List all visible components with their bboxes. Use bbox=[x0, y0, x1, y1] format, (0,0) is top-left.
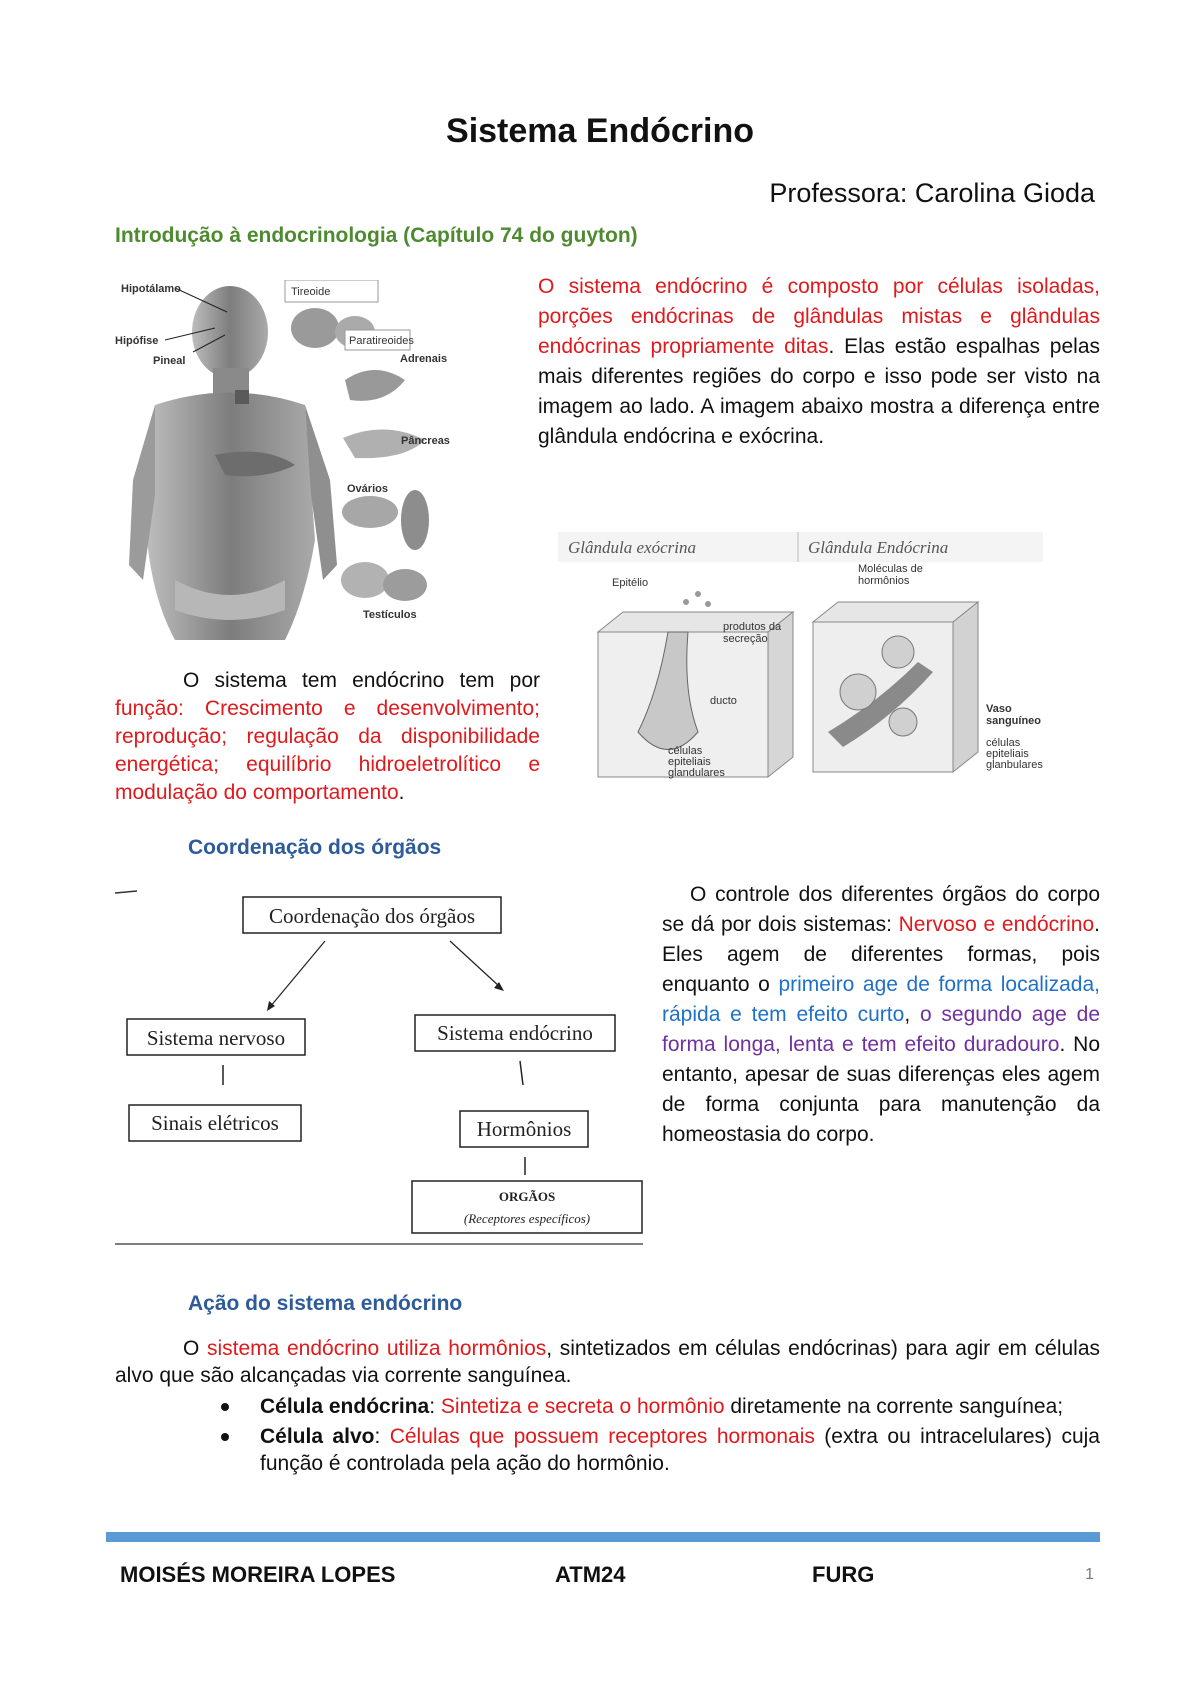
label-ducto: ducto bbox=[710, 695, 737, 707]
label-tireoide: Tireoide bbox=[291, 286, 331, 298]
footer-institution: FURG bbox=[812, 1562, 875, 1587]
bullet-colon: : bbox=[429, 1395, 441, 1418]
label-celulas-end-2: epiteliais bbox=[986, 748, 1029, 760]
list-item bbox=[115, 1393, 1100, 1420]
cell-bullet-list bbox=[115, 1393, 1100, 1477]
footer-author: MOISÉS MOREIRA LOPES bbox=[120, 1562, 396, 1587]
function-red-text: função: Crescimento e desenvolvimento; reprodução; regulação da disponibilidade energética; equilíbrio hidroeletrolítico e modulação do comportamento bbox=[115, 697, 540, 804]
footer-divider bbox=[106, 1532, 1100, 1542]
intro-heading: Introdução à endocrinologia (Capítulo 74 do guyton) bbox=[115, 224, 638, 247]
bullet-red-text: Sintetiza e secreta o hormônio bbox=[440, 1395, 725, 1418]
diagram-sinais-box: Sinais elétricos bbox=[151, 1111, 279, 1135]
diagram-receptores-label: (Receptores específicos) bbox=[463, 1211, 591, 1226]
endocrine-header: Glândula Endócrina bbox=[808, 538, 949, 557]
body-head-shape bbox=[192, 286, 268, 378]
acao-heading: Ação do sistema endócrino bbox=[188, 1292, 463, 1315]
label-celulas-epit-2: epiteliais bbox=[668, 756, 711, 768]
label-celulas-epit-1: células bbox=[668, 745, 703, 757]
list-item bbox=[115, 1423, 1100, 1477]
page-number: 1 bbox=[1085, 1566, 1094, 1583]
label-produtos-1: produtos da bbox=[723, 621, 782, 633]
label-pancreas: Pâncreas bbox=[401, 435, 450, 447]
diagram-orgaos-label: ORGÃOS bbox=[498, 1189, 556, 1204]
label-celulas-end-3: glanbulares bbox=[986, 759, 1043, 771]
label-testiculos: Testículos bbox=[363, 609, 417, 621]
bullet-rest-text: diretamente na corrente sanguínea; bbox=[724, 1395, 1064, 1418]
intro-paragraph bbox=[538, 272, 1100, 452]
acao-paragraph bbox=[115, 1335, 1100, 1389]
label-moleculas-1: Moléculas de bbox=[858, 563, 923, 575]
exocrine-header: Glândula exócrina bbox=[568, 538, 696, 557]
coordination-diagram bbox=[115, 885, 645, 1245]
label-vaso-1: Vaso bbox=[986, 703, 1012, 715]
professor-name: Professora: Carolina Gioda bbox=[769, 178, 1095, 208]
acao-red-text: sistema endócrino utiliza hormônios bbox=[206, 1337, 547, 1360]
bullet-term: Célula alvo bbox=[260, 1425, 375, 1448]
control-text-3: , bbox=[904, 1003, 920, 1026]
bullet-red-text: Células que possuem receptores hormonais bbox=[389, 1425, 815, 1448]
control-text-4: . No entanto, apesar de suas diferenças eles agem de forma conjunta para manutenção da homeostasia do corpo. bbox=[662, 1033, 1101, 1146]
control-text-2: . Eles agem de diferentes formas, pois enquanto o bbox=[662, 913, 1100, 996]
control-text-1: O controle dos diferentes órgãos do corpo se dá por dois sistemas: bbox=[662, 883, 1100, 936]
intro-red-text: O sistema endócrino é composto por células isoladas, porções endócrinas de glândulas mistas e glândulas endócrinas propriamente ditas bbox=[538, 275, 1100, 358]
label-adrenais: Adrenais bbox=[400, 353, 448, 365]
coord-heading: Coordenação dos órgãos bbox=[188, 836, 442, 859]
bullet-colon: : bbox=[374, 1425, 390, 1448]
label-moleculas-2: hormônios bbox=[858, 575, 910, 587]
label-paratireoides: Paratireoides bbox=[349, 335, 414, 347]
control-paragraph bbox=[662, 880, 1100, 1150]
bullet-icon bbox=[221, 1403, 229, 1411]
function-end-text: . bbox=[398, 781, 405, 804]
label-pineal: Pineal bbox=[153, 355, 186, 367]
label-vaso-2: sanguíneo bbox=[986, 715, 1042, 727]
intro-rest-text: . Elas estão espalhas pelas mais diferentes regiões do corpo e isso pode ser visto na imagem ao lado. A imagem abaixo mostra a diferença entre glândula endócrina e exócrina. bbox=[538, 335, 1100, 448]
label-celulas-end-1: células bbox=[986, 737, 1021, 749]
footer-class: ATM24 bbox=[555, 1562, 626, 1587]
label-hipotalamo: Hipotálamo bbox=[121, 283, 181, 295]
bullet-icon bbox=[221, 1433, 229, 1441]
diagram-hormonios-box: Hormônios bbox=[476, 1117, 572, 1141]
label-epitelio: Epitélio bbox=[612, 577, 649, 589]
diagram-nervoso-box: Sistema nervoso bbox=[146, 1026, 286, 1050]
acao-text-2: , sintetizados em células endócrinas) para agir em células alvo que são alcançadas via corrente sanguínea. bbox=[115, 1337, 1101, 1387]
gland-comparison-figure bbox=[558, 532, 1043, 787]
page-title: Sistema Endócrino bbox=[446, 112, 754, 150]
bullet-term: Célula endócrina bbox=[260, 1395, 430, 1418]
control-purple-text: o segundo age de forma longa, lenta e tem efeito duradouro bbox=[662, 1003, 1100, 1056]
bullet-rest-text: (extra ou intracelulares) cuja função é controlada pela ação do hormônio. bbox=[260, 1425, 1100, 1475]
label-ovarios: Ovários bbox=[347, 483, 388, 495]
acao-text-1: O bbox=[183, 1337, 207, 1360]
diagram-endocrino-box: Sistema endócrino bbox=[437, 1021, 593, 1045]
control-blue-text: primeiro age de forma localizada, rápida e tem efeito curto bbox=[662, 973, 1100, 1026]
control-red-text: Nervoso e endócrino bbox=[898, 913, 1095, 936]
label-produtos-2: secreção bbox=[723, 633, 768, 645]
endocrine-body-figure bbox=[115, 280, 510, 665]
diagram-top-box: Coordenação dos órgãos bbox=[268, 904, 476, 928]
label-hipofise: Hipófise bbox=[115, 335, 159, 347]
label-celulas-epit-3: glandulares bbox=[668, 767, 725, 779]
function-paragraph bbox=[115, 667, 540, 807]
function-intro-text: O sistema tem endócrino tem por bbox=[183, 669, 540, 692]
